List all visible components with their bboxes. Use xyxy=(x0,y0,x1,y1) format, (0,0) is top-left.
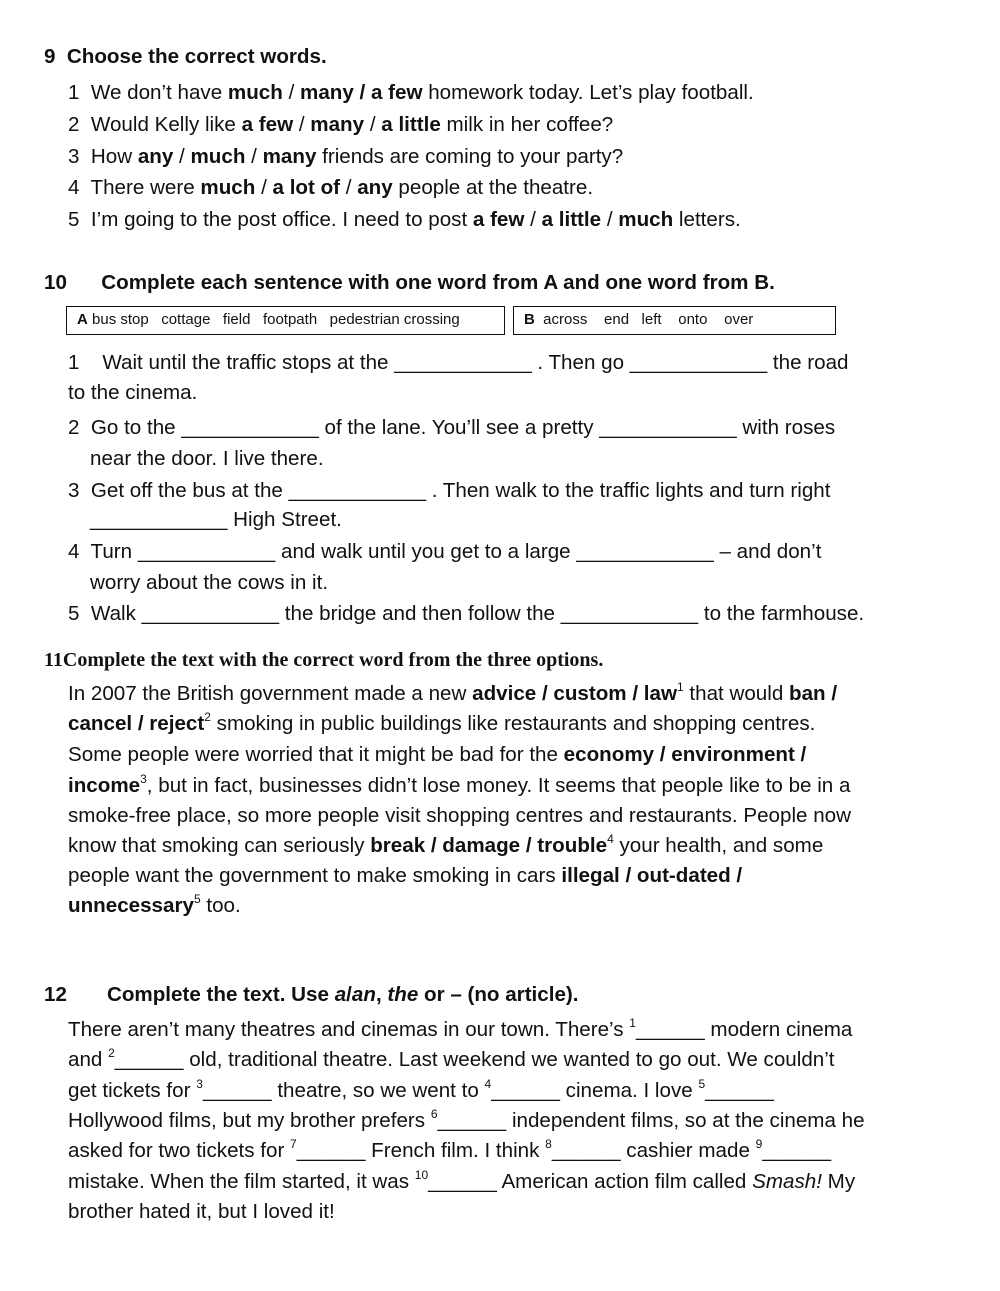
text-segment: / xyxy=(282,81,301,104)
word-box-text: across end left onto over xyxy=(534,311,754,328)
text-segment: that would xyxy=(683,682,789,705)
text-segment: ______ old, traditional theatre. Last weekend we wanted to go out. We couldn’t xyxy=(114,1048,835,1071)
exercise-11-line xyxy=(68,833,823,859)
text-segment: ____________ High Street. xyxy=(90,508,342,531)
text-segment: the xyxy=(387,983,419,1006)
exercise-12-line xyxy=(68,1078,774,1104)
text-segment: unnecessary xyxy=(68,894,194,917)
text-segment: 11Complete the text with the correct word from the three options. xyxy=(44,649,604,671)
exercise-10-line xyxy=(68,415,835,441)
text-segment: In 2007 the British government made a new xyxy=(68,682,473,705)
text-segment: 5 I’m going to the post office. I need to post xyxy=(68,208,473,231)
text-segment: / xyxy=(340,176,358,199)
exercise-11-line xyxy=(68,681,837,707)
text-segment: ______ American action film called xyxy=(428,1170,753,1193)
text-segment: My xyxy=(821,1170,856,1193)
text-segment: ______ independent films, so at the cinema he xyxy=(437,1109,865,1132)
text-segment: / xyxy=(364,113,382,136)
text-segment: a xyxy=(334,983,347,1006)
exercise-11-line xyxy=(68,742,806,768)
text-segment: a little xyxy=(541,208,602,231)
text-segment: near the door. I live there. xyxy=(90,447,324,470)
text-segment: , xyxy=(375,983,388,1006)
text-segment: , but in fact, businesses didn’t lose money. It seems that people like to be in a xyxy=(146,774,851,797)
text-segment: 2 Go to the ____________ of the lane. You’ll see a pretty ____________ with roses xyxy=(68,416,836,439)
word-box-text: A xyxy=(77,311,88,328)
text-segment: 2 Would Kelly like xyxy=(68,113,242,136)
exercise-9-line xyxy=(68,112,613,138)
text-segment: smoking in public buildings like restaurants and shopping centres. xyxy=(210,712,816,735)
text-segment: illegal / out-dated / xyxy=(561,864,743,887)
text-segment: ______ modern cinema xyxy=(635,1018,853,1041)
footnote-number: 7 xyxy=(290,1137,297,1151)
text-segment: / xyxy=(255,176,273,199)
text-segment: ban / xyxy=(789,682,838,705)
text-segment: ______ theatre, so we went to xyxy=(202,1079,485,1102)
text-segment: too. xyxy=(200,894,241,917)
text-segment: ______ cinema. I love xyxy=(491,1079,699,1102)
text-segment: mistake. When the film started, it was xyxy=(68,1170,415,1193)
text-segment: friends are coming to your party? xyxy=(316,145,624,168)
footnote-number: 1 xyxy=(629,1016,636,1030)
text-segment: / xyxy=(346,983,352,1006)
exercise-11-title xyxy=(44,647,603,673)
text-segment: a lot of xyxy=(272,176,341,199)
text-segment: milk in her coffee? xyxy=(440,113,614,136)
exercise-9-line xyxy=(68,175,593,201)
text-segment: Hollywood films, but my brother prefers xyxy=(68,1109,431,1132)
text-segment: get tickets for xyxy=(68,1079,197,1102)
text-segment: advice / custom / law xyxy=(472,682,677,705)
exercise-12-line xyxy=(68,1047,835,1073)
text-segment: any xyxy=(137,145,174,168)
text-segment: any xyxy=(357,176,393,199)
exercise-11-line xyxy=(68,803,851,829)
exercise-12-title xyxy=(44,982,579,1008)
text-segment: Some people were worried that it might be bad for the xyxy=(68,743,564,766)
text-segment: 4 There were xyxy=(68,176,201,199)
footnote-number: 2 xyxy=(108,1046,115,1060)
footnote-number: 2 xyxy=(204,710,211,724)
exercise-10-line xyxy=(90,507,342,533)
exercise-11-line xyxy=(68,773,850,799)
footnote-number: 4 xyxy=(607,832,614,846)
text-segment: ______ xyxy=(762,1139,832,1162)
word-box-a xyxy=(66,306,505,335)
exercise-11-line xyxy=(68,711,815,737)
text-segment: 1 We don’t have xyxy=(68,81,228,104)
exercise-11-line xyxy=(68,863,742,889)
text-segment: a few xyxy=(241,113,294,136)
text-segment: much xyxy=(618,208,674,231)
text-segment: 5 Walk ____________ the bridge and then follow the ____________ to the farmhouse. xyxy=(68,602,865,625)
footnote-number: 5 xyxy=(698,1077,706,1091)
text-segment: many xyxy=(262,145,317,168)
word-box-b xyxy=(513,306,836,335)
text-segment: 10 Complete each sentence with one word from A and one word from B. xyxy=(44,271,775,294)
exercise-9-line xyxy=(68,144,623,170)
exercise-10-line xyxy=(68,478,830,504)
text-segment: much xyxy=(190,145,246,168)
text-segment: / xyxy=(245,145,263,168)
text-segment: 4 Turn ____________ and walk until you get to a large ____________ – and don’t xyxy=(68,540,822,563)
exercise-12-line xyxy=(68,1138,831,1164)
text-segment: brother hated it, but I loved it! xyxy=(68,1200,335,1223)
footnote-number: 8 xyxy=(545,1137,552,1151)
footnote-number: 9 xyxy=(755,1137,763,1151)
exercise-12-line xyxy=(68,1017,852,1043)
text-segment: / xyxy=(524,208,542,231)
text-segment: homework today. Let’s play football. xyxy=(422,81,754,104)
text-segment: many xyxy=(310,113,365,136)
text-segment: There aren’t many theatres and cinemas in our town. There’s xyxy=(68,1018,630,1041)
exercise-10-title xyxy=(44,270,775,296)
text-segment: worry about the cows in it. xyxy=(90,571,329,594)
text-segment: income xyxy=(68,774,141,797)
text-segment: / xyxy=(173,145,191,168)
text-segment: or – (no article). xyxy=(418,983,579,1006)
text-segment: and xyxy=(68,1048,109,1071)
text-segment: smoke-free place, so more people visit shopping centres and restaurants. People now xyxy=(68,804,851,827)
footnote-number: 1 xyxy=(676,680,684,694)
text-segment: asked for two tickets for xyxy=(68,1139,291,1162)
exercise-9-line xyxy=(68,207,741,233)
exercise-12-line xyxy=(68,1169,855,1195)
text-segment: to the cinema. xyxy=(68,381,198,404)
exercise-9-title xyxy=(44,44,327,70)
word-box-text: bus stop cottage field footpath pedestrian crossing xyxy=(87,311,460,328)
footnote-number: 3 xyxy=(140,772,147,786)
text-segment: economy / environment / xyxy=(563,743,807,766)
text-segment: much xyxy=(227,81,283,104)
text-segment: Smash! xyxy=(752,1170,822,1193)
text-segment: people at the theatre. xyxy=(392,176,594,199)
text-segment: a little xyxy=(381,113,441,136)
text-segment: an xyxy=(351,983,376,1006)
exercise-10-line xyxy=(68,539,821,565)
footnote-number: 5 xyxy=(193,892,201,906)
exercise-10-line xyxy=(68,380,197,406)
exercise-12-line xyxy=(68,1108,865,1134)
text-segment: 12 Complete the text. Use xyxy=(44,983,335,1006)
footnote-number: 3 xyxy=(196,1077,203,1091)
exercise-12-line xyxy=(68,1199,335,1225)
text-segment: break / damage / trouble xyxy=(370,834,608,857)
text-segment: people want the government to make smoking in cars xyxy=(68,864,562,887)
text-segment: know that smoking can seriously xyxy=(68,834,371,857)
footnote-number: 10 xyxy=(414,1168,429,1182)
text-segment: ______ French film. I think xyxy=(296,1139,546,1162)
text-segment: cancel / reject xyxy=(68,712,205,735)
text-segment: letters. xyxy=(673,208,741,231)
text-segment: your health, and some xyxy=(613,834,824,857)
footnote-number: 6 xyxy=(430,1107,438,1121)
text-segment: much xyxy=(200,176,256,199)
text-segment: / xyxy=(601,208,619,231)
text-segment: / xyxy=(293,113,311,136)
footnote-number: 4 xyxy=(484,1077,492,1091)
exercise-10-line xyxy=(90,446,324,472)
text-segment: ______ cashier made xyxy=(551,1139,756,1162)
text-segment: a few xyxy=(472,208,525,231)
text-segment: 3 How xyxy=(68,145,138,168)
exercise-10-line xyxy=(90,570,328,596)
text-segment: 3 Get off the bus at the ____________ . Then walk to the traffic lights and turn right xyxy=(68,479,831,502)
exercise-10-line xyxy=(68,601,864,627)
exercise-10-line xyxy=(68,350,848,376)
exercise-9-line xyxy=(68,80,754,106)
text-segment: ______ xyxy=(705,1079,774,1102)
text-segment: many / a few xyxy=(300,81,423,104)
text-segment: 9 Choose the correct words. xyxy=(44,45,327,68)
text-segment: 1 Wait until the traffic stops at the ____________ . Then go ____________ the road xyxy=(68,351,849,374)
word-box-text: B xyxy=(524,311,535,328)
exercise-11-line xyxy=(68,893,241,919)
